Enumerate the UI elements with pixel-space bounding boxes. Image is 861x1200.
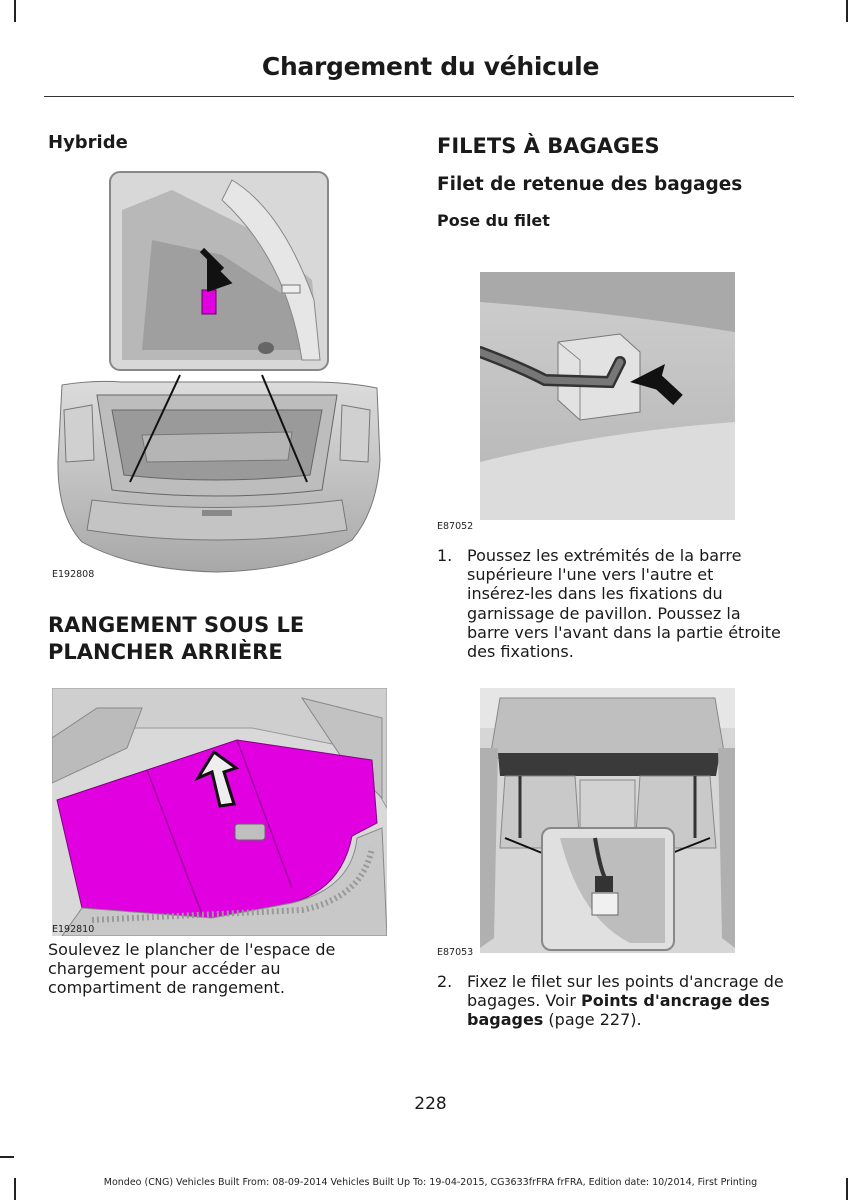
section-heading-nets: FILETS À BAGAGES bbox=[437, 134, 660, 158]
step-number: 1. bbox=[437, 546, 453, 565]
hybrid-heading: Hybride bbox=[48, 132, 128, 153]
figure-id: E192810 bbox=[52, 924, 95, 935]
step-2 bbox=[437, 972, 797, 1032]
step-line: Fixez le filet sur les points d'ancrage de bbox=[467, 972, 784, 991]
figure-id: E87053 bbox=[437, 947, 474, 958]
crop-mark bbox=[846, 0, 848, 22]
step-line: barre vers l'avant dans la partie étroite bbox=[467, 622, 781, 642]
step-line: Poussez les extrémités de la barre bbox=[467, 546, 742, 565]
page-reference: (page 227). bbox=[543, 1010, 642, 1030]
figure-id: E87052 bbox=[437, 521, 474, 532]
step-1 bbox=[437, 546, 797, 666]
figure-net-bar-fixation bbox=[480, 272, 735, 520]
page-title: Chargement du véhicule bbox=[261, 52, 600, 81]
header-divider bbox=[44, 96, 794, 97]
paragraph-line: compartiment de rangement. bbox=[48, 978, 285, 998]
figure-net-anchor-points bbox=[480, 688, 735, 953]
step-line bbox=[467, 991, 784, 1010]
step-line: des fixations. bbox=[467, 642, 574, 662]
paragraph-line: chargement pour accéder au bbox=[48, 959, 281, 979]
heading-line: RANGEMENT SOUS LE bbox=[48, 613, 305, 637]
cross-reference-link[interactable]: Points d'ancrage des bbox=[581, 991, 770, 1011]
cross-reference-link[interactable]: bagages bbox=[467, 1010, 544, 1030]
page-number: 228 bbox=[414, 1094, 447, 1114]
heading-line: PLANCHER ARRIÈRE bbox=[48, 640, 283, 664]
footer-note: Mondeo (CNG) Vehicles Built From: 08-09-2014 Vehicles Built Up To: 19-04-2015, CG3633frFRA frFRA, Edition date: 10/2014, First Printing bbox=[103, 1177, 758, 1188]
crop-mark bbox=[0, 1156, 14, 1158]
step-text-segment: bagages. Voir bbox=[467, 991, 582, 1011]
step-line: insérez-les dans les fixations du bbox=[467, 584, 723, 604]
crop-mark bbox=[14, 0, 16, 22]
figure-load-floor bbox=[52, 688, 387, 936]
paragraph-line: Soulevez le plancher de l'espace de bbox=[48, 940, 336, 959]
step-number: 2. bbox=[437, 972, 453, 991]
sub-heading-fitting: Pose du filet bbox=[437, 211, 550, 230]
step-text bbox=[467, 972, 784, 1030]
figure-trunk-hybrid bbox=[52, 170, 382, 580]
step-line bbox=[467, 1010, 784, 1029]
section-heading-storage bbox=[48, 612, 304, 666]
step-text bbox=[467, 546, 781, 661]
step-line: garnissage de pavillon. Poussez la bbox=[467, 603, 741, 623]
storage-paragraph bbox=[48, 940, 335, 998]
sub-heading-net: Filet de retenue des bagages bbox=[437, 174, 743, 195]
figure-id: E192808 bbox=[52, 569, 95, 580]
step-line: supérieure l'une vers l'autre et bbox=[467, 565, 714, 585]
